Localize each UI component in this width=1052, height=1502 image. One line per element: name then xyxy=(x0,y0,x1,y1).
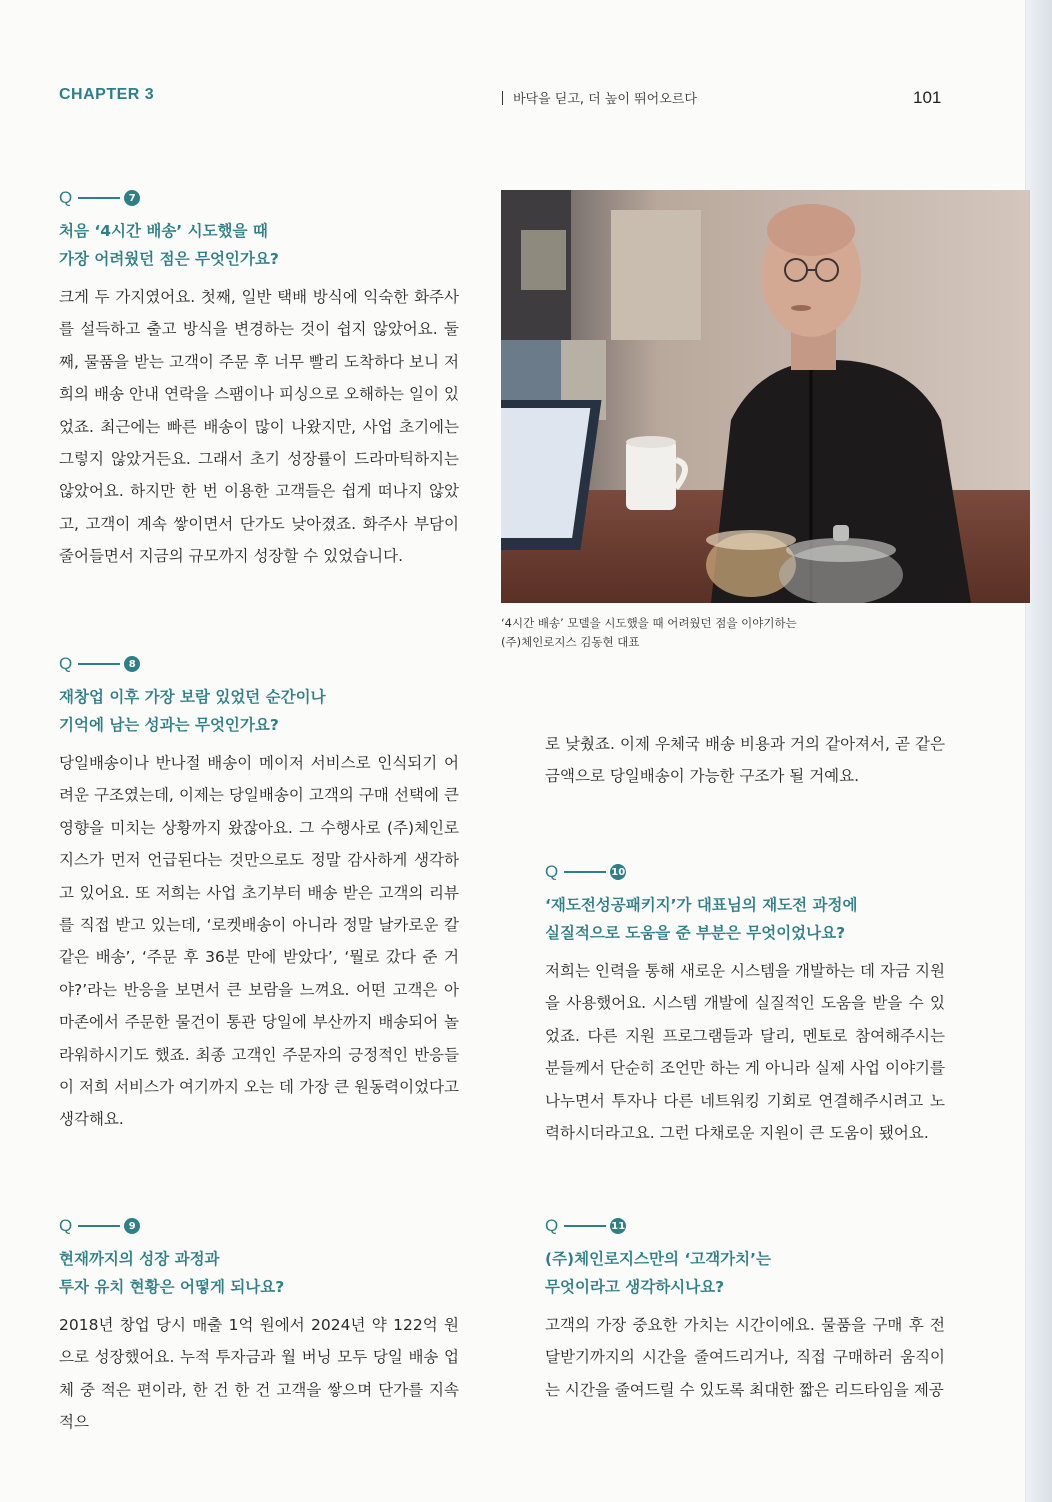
question-number-badge: 9 xyxy=(124,1218,140,1234)
answer-text: 고객의 가장 중요한 가치는 시간이에요. 물품을 구매 후 전달받기까지의 시간을 줄여드리거나, 직접 구매하러 움직이는 시간을 줄여드릴 수 있도록 최대한 짧은 리드타임을 제공 xyxy=(545,1316,945,1399)
answer-continuation xyxy=(545,728,945,793)
question-block-9 xyxy=(59,1215,459,1439)
page-number: 101 xyxy=(913,88,942,107)
running-title xyxy=(502,88,697,107)
question-block-7 xyxy=(59,187,459,573)
chapter-label: CHAPTER 3 xyxy=(59,86,155,103)
question-marker xyxy=(545,861,945,883)
answer-text: 저희는 인력을 통해 새로운 시스템을 개발하는 데 자금 지원을 사용했어요. 시스템 개발에 실질적인 도움을 받을 수 있었죠. 다른 지원 프로그램들과 달리, 멘토로 참여해주시는 분들께서 단순히 조언만 하는 게 아니라 실제 사업 이야기를 나누면서 투자나 다른 네트워킹 기회로 연결해주시려고 노력하시더라고요. 그런 다채로운 지원이 큰 도움이 됐어요. xyxy=(545,962,945,1143)
question-letter: Q xyxy=(59,654,73,673)
question-block-8 xyxy=(59,653,459,1136)
question-title: 처음 ‘4시간 배송’ 시도했을 때 가장 어려웠던 점은 무엇인가요? xyxy=(59,222,279,268)
caption-line-2: (주)체인로지스 김동현 대표 xyxy=(501,635,640,649)
caption-line-1: ‘4시간 배송’ 모델을 시도했을 때 어려웠던 점을 이야기하는 xyxy=(501,616,797,630)
interview-photo xyxy=(501,190,1030,603)
question-title: (주)체인로지스만의 ‘고객가치’는 무엇이라고 생각하시나요? xyxy=(545,1250,771,1296)
question-block-10 xyxy=(545,861,945,1149)
question-marker xyxy=(59,653,459,675)
question-title: 현재까지의 성장 과정과 투자 유치 현황은 어떻게 되나요? xyxy=(59,1250,285,1296)
marker-line xyxy=(78,663,120,665)
question-number-badge: 11 xyxy=(610,1218,626,1234)
question-number-badge: 8 xyxy=(124,656,140,672)
marker-line xyxy=(564,1225,606,1227)
question-title: 재창업 이후 가장 보람 있었던 순간이나 기억에 남는 성과는 무엇인가요? xyxy=(59,688,326,734)
answer-text: 크게 두 가지였어요. 첫째, 일반 택배 방식에 익숙한 화주사를 설득하고 출고 방식을 변경하는 것이 쉽지 않았어요. 둘째, 물품을 받는 고객이 주문 후 너무 빨리 도착하다 보니 저희의 배송 안내 연락을 스팸이나 피싱으로 오해하는 일이 있었죠. 최근에는 빠른 배송이 많이 나왔지만, 사업 초기에는 그렇지 않았거든요. 그래서 초기 성장률이 드라마틱하지는 않았어요. 하지만 한 번 이용한 고객들은 쉽게 떠나지 않았고, 고객이 계속 쌓이면서 단가도 낮아졌죠. 화주사 부담이 줄어들면서 지금의 규모까지 성장할 수 있었습니다. xyxy=(59,288,459,566)
question-letter: Q xyxy=(59,1216,73,1235)
title-divider xyxy=(502,91,503,105)
question-number-badge: 10 xyxy=(610,864,626,880)
answer-text: 당일배송이나 반나절 배송이 메이저 서비스로 인식되기 어려운 구조였는데, 이제는 당일배송이 고객의 구매 선택에 큰 영향을 미치는 상황까지 왔잖아요. 그 수행사로 (주)체인로지스가 먼저 언급된다는 것만으로도 정말 감사하게 생각하고 있어요. 또 저희는 사업 초기부터 배송 받은 고객의 리뷰를 직접 받고 있는데, ‘로켓배송이 아니라 정말 날카로운 칼 같은 배송’, ‘주문 후 36분 만에 받았다’, ‘뭘로 갔다 준 거야?’라는 반응을 보면서 큰 보람을 느껴요. 어떤 고객은 아마존에서 주문한 물건이 통관 당일에 부산까지 배송되어 놀라워하시기도 했죠. 최종 고객인 주문자의 긍정적인 반응들이 저희 서비스가 여기까지 오는 데 가장 큰 원동력이었다고 생각해요. xyxy=(59,754,459,1129)
question-letter: Q xyxy=(59,188,73,207)
marker-line xyxy=(78,197,120,199)
marker-line xyxy=(564,871,606,873)
photo-caption xyxy=(501,614,1021,652)
question-letter: Q xyxy=(545,862,559,881)
running-title-text: 바닥을 딛고, 더 높이 뛰어오르다 xyxy=(513,92,697,107)
question-letter: Q xyxy=(545,1216,559,1235)
question-title: ‘재도전성공패키지’가 대표님의 재도전 과정에 실질적으로 도움을 준 부분은 무엇이었나요? xyxy=(545,896,858,942)
question-number-badge: 7 xyxy=(124,190,140,206)
answer-text: 로 낮췄죠. 이제 우체국 배송 비용과 거의 같아져서, 곧 같은 금액으로 당일배송이 가능한 구조가 될 거예요. xyxy=(545,735,945,786)
question-marker xyxy=(59,187,459,209)
question-marker xyxy=(59,1215,459,1237)
answer-text: 2018년 창업 당시 매출 1억 원에서 2024년 약 122억 원으로 성장했어요. 누적 투자금과 월 버닝 모두 당일 배송 업체 중 적은 편이라, 한 건 한 건 고객을 쌓으며 단가를 지속적으 xyxy=(59,1316,459,1432)
question-marker xyxy=(545,1215,945,1237)
marker-line xyxy=(78,1225,120,1227)
question-block-11 xyxy=(545,1215,945,1406)
